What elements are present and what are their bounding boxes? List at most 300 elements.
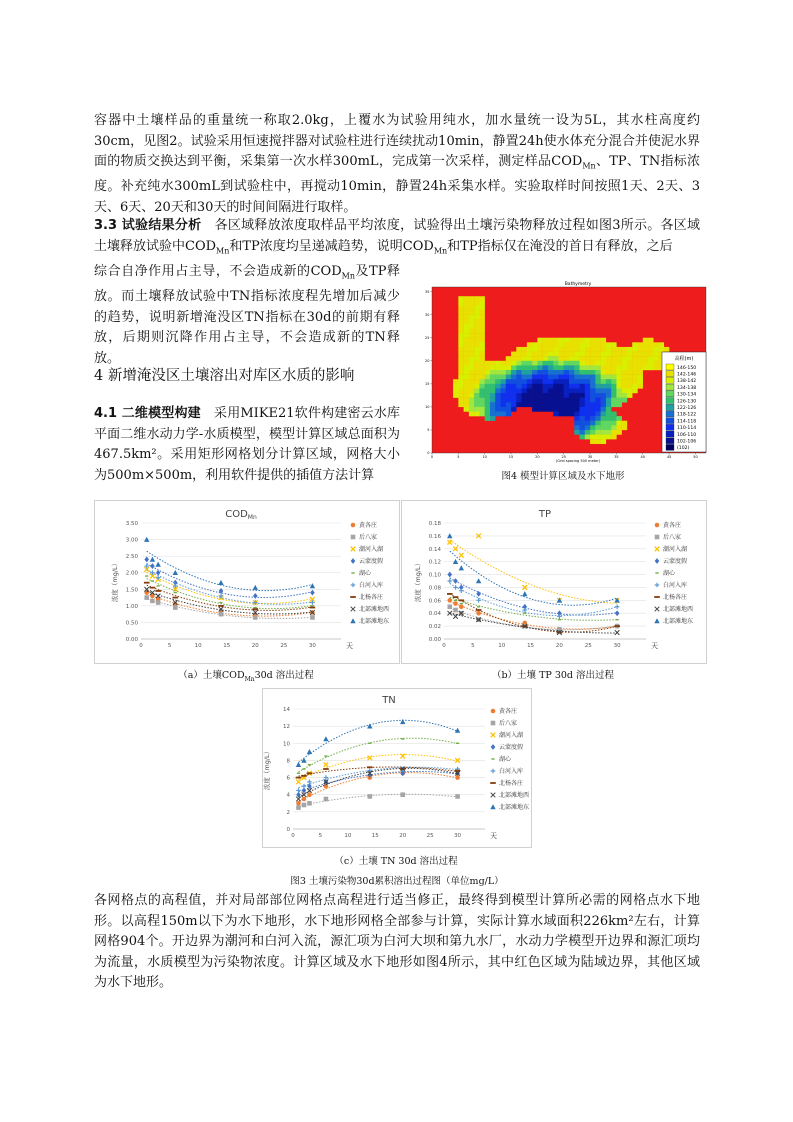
data-point	[301, 775, 307, 777]
data-point	[310, 615, 315, 620]
data-point	[655, 535, 660, 540]
legend-entry	[655, 581, 687, 589]
map-cell	[511, 375, 516, 380]
map-cell	[469, 333, 474, 338]
map-legend-swatch	[666, 424, 674, 430]
map-cell	[627, 365, 632, 370]
map-cell	[516, 393, 521, 398]
map-cell	[458, 310, 463, 315]
map-cell	[490, 412, 495, 417]
map-cell	[537, 388, 542, 393]
map-cell	[569, 370, 574, 375]
map-cell	[553, 398, 558, 403]
data-point	[455, 794, 460, 799]
map-cell	[622, 347, 627, 352]
map-cell	[553, 352, 558, 357]
data-point	[456, 743, 459, 744]
map-cell	[601, 379, 606, 384]
map-cell	[648, 356, 653, 361]
map-cell	[501, 384, 506, 389]
map-cell	[532, 393, 537, 398]
map-cell	[564, 356, 569, 361]
legend-entry	[350, 617, 389, 625]
map-cell	[537, 352, 542, 357]
map-cell	[464, 361, 469, 366]
map-cell	[616, 347, 621, 352]
x-tick-label: 5	[318, 833, 323, 839]
map-cell	[638, 375, 643, 380]
map-cell	[532, 398, 537, 403]
data-point	[253, 585, 258, 590]
data-point	[453, 596, 459, 598]
map-cell	[485, 402, 490, 407]
map-cell	[638, 370, 643, 375]
map-cell	[516, 384, 521, 389]
map-cell	[458, 347, 463, 352]
data-point	[252, 608, 258, 610]
map-cell	[664, 347, 669, 352]
map-cell	[479, 310, 484, 315]
data-point	[491, 744, 496, 750]
data-point	[307, 749, 312, 754]
map-cell	[574, 375, 579, 380]
data-point	[302, 784, 307, 789]
map-cell	[606, 407, 611, 412]
trend-line	[147, 573, 313, 604]
data-point	[655, 547, 660, 552]
map-cell	[479, 375, 484, 380]
map-cell	[601, 402, 606, 407]
map-cell	[474, 365, 479, 370]
map-cell	[485, 393, 490, 398]
map-cell	[601, 416, 606, 421]
map-cell	[506, 365, 511, 370]
map-cell	[458, 393, 463, 398]
map-cell	[564, 407, 569, 412]
data-point	[145, 575, 148, 576]
x-tick-label: 15	[223, 643, 231, 649]
map-legend-swatch	[666, 444, 674, 450]
map-cell	[564, 384, 569, 389]
map-cell	[574, 388, 579, 393]
map-cell	[474, 324, 479, 329]
map-cell	[516, 352, 521, 357]
map-cell	[580, 425, 585, 430]
map-cell	[511, 388, 516, 393]
map-cell	[611, 365, 616, 370]
map-cell	[543, 388, 548, 393]
map-cell	[548, 388, 553, 393]
map-cell	[458, 384, 463, 389]
map-cell	[558, 352, 563, 357]
map-legend-label: 114-118	[677, 419, 697, 425]
data-point	[400, 719, 405, 724]
data-point	[144, 595, 149, 600]
map-legend-swatch	[666, 371, 674, 377]
map-cell	[516, 356, 521, 361]
y-tick-label: 0.00	[428, 637, 441, 643]
map-cell	[558, 398, 563, 403]
map-cell	[574, 338, 579, 343]
map-cell	[479, 347, 484, 352]
map-cell	[516, 370, 521, 375]
data-point	[490, 804, 495, 809]
map-cell	[595, 416, 600, 421]
map-cell	[458, 296, 463, 301]
data-point	[307, 792, 312, 797]
map-cell	[458, 370, 463, 375]
map-cell	[606, 402, 611, 407]
map-legend-label: (102)	[677, 446, 690, 452]
map-cell	[464, 296, 469, 301]
data-point	[150, 587, 156, 589]
map-cell	[585, 407, 590, 412]
map-cell	[464, 365, 469, 370]
trend-line	[299, 794, 458, 806]
legend-entry	[655, 569, 676, 577]
data-point	[296, 762, 301, 767]
map-cell	[479, 384, 484, 389]
map-cell	[580, 435, 585, 440]
map-legend-label: 130-134	[677, 392, 697, 398]
map-cell	[553, 356, 558, 361]
map-cell	[458, 402, 463, 407]
map-cell	[458, 361, 463, 366]
map-cell	[469, 338, 474, 343]
series-2	[296, 792, 460, 809]
data-point	[614, 625, 620, 627]
map-cell	[580, 416, 585, 421]
map-legend-label: 106-110	[677, 432, 697, 438]
map-cell	[543, 365, 548, 370]
map-cell	[558, 402, 563, 407]
map-cell	[580, 393, 585, 398]
map-cell	[601, 398, 606, 403]
legend-label: 北部滩地东	[663, 618, 694, 626]
data-point	[447, 572, 452, 578]
map-cell	[490, 407, 495, 412]
map-cell	[543, 338, 548, 343]
data-point	[654, 618, 659, 623]
map-cell	[574, 379, 579, 384]
map-cell	[601, 338, 606, 343]
legend-label: 白河入库	[359, 582, 384, 590]
map-cell	[585, 425, 590, 430]
map-cell	[595, 356, 600, 361]
map-cell	[616, 416, 621, 421]
map-cell	[648, 347, 653, 352]
map-cell	[479, 365, 484, 370]
map-cell	[585, 435, 590, 440]
map-legend-swatch	[666, 418, 674, 424]
bathymetry-map	[418, 278, 708, 464]
map-cell	[537, 379, 542, 384]
map-cell	[564, 402, 569, 407]
map-cell	[495, 393, 500, 398]
map-cell	[495, 412, 500, 417]
map-cell	[532, 342, 537, 347]
data-point	[150, 599, 155, 604]
map-cell	[464, 315, 469, 320]
map-legend-label: 102-106	[677, 439, 697, 445]
map-cell	[590, 398, 595, 403]
map-cell	[569, 388, 574, 393]
map-cell	[606, 425, 611, 430]
y-tick-label: 2	[286, 809, 290, 816]
y-tick-label: 2.50	[125, 554, 138, 561]
map-legend-swatch	[666, 411, 674, 417]
map-cell	[501, 388, 506, 393]
map-cell	[522, 347, 527, 352]
map-cell	[474, 310, 479, 315]
legend-label: 黄各庄	[499, 708, 518, 716]
paragraph-1: 容器中土壤样品的重量统一称取2.0kg，上覆水为试验用纯水，加水量统一设为5L，其水柱高度约30cm，见图2。试验采用恒速搅拌器对试验柱进行连续扰动10min，静置24h使水体充分混合并使泥水界面的物质交换达到平衡，采集第一次水样300mL，完成第一次采样，测定样品$COD_{Mn}$、TP、TN指标浓度。补充纯水300mL到试验柱中，再搅动10min，静置24h采集水样。实验取样时间按照1天、2天、3天、6天、20天和30天的时间间隔进行取样。	[94, 113, 700, 215]
map-xtick-label: 10	[482, 455, 487, 459]
map-cell	[464, 379, 469, 384]
legend-entry	[655, 545, 687, 553]
y-tick-label: 0.08	[428, 585, 441, 592]
map-cell	[601, 439, 606, 444]
map-cell	[532, 402, 537, 407]
map-ytick-label: 30	[425, 312, 430, 317]
map-cell	[543, 356, 548, 361]
map-cell	[564, 398, 569, 403]
data-point	[253, 615, 258, 620]
data-point	[447, 598, 452, 603]
data-point	[655, 583, 660, 588]
map-legend-label: 118-122	[677, 412, 697, 418]
map-cell	[485, 370, 490, 375]
series-7	[296, 766, 461, 778]
map-cell	[537, 393, 542, 398]
map-cell	[558, 379, 563, 384]
data-point	[491, 769, 496, 774]
map-cell	[611, 402, 616, 407]
map-cell	[532, 388, 537, 393]
map-legend-swatch	[666, 364, 674, 370]
map-cell	[632, 352, 637, 357]
legend-entry	[351, 533, 377, 541]
map-cell	[574, 352, 579, 357]
map-cell	[464, 402, 469, 407]
map-cell	[458, 388, 463, 393]
data-point	[155, 562, 160, 567]
chart-b-caption: （b）土壤 TP 30d 溶出过程	[491, 670, 615, 681]
map-cell	[474, 388, 479, 393]
map-cell	[479, 379, 484, 384]
map-cell	[479, 393, 484, 398]
map-cell	[585, 352, 590, 357]
map-cell	[616, 365, 621, 370]
map-cell	[548, 398, 553, 403]
map-cell	[616, 384, 621, 389]
data-point	[522, 591, 527, 596]
map-cell	[458, 315, 463, 320]
map-xtick-label: 15	[508, 455, 514, 459]
map-cell	[595, 398, 600, 403]
map-cell	[553, 370, 558, 375]
data-point	[477, 606, 480, 607]
map-xtick-label: 50	[693, 455, 698, 459]
map-cell	[606, 370, 611, 375]
map-cell	[506, 398, 511, 403]
data-point	[400, 792, 405, 797]
data-point	[351, 583, 356, 588]
map-cell	[548, 338, 553, 343]
map-cell	[474, 361, 479, 366]
legend-entry	[655, 605, 693, 613]
map-cell	[606, 375, 611, 380]
data-point	[351, 523, 356, 528]
map-cell	[516, 398, 521, 403]
map-cell	[585, 430, 590, 435]
chart-c-svg	[263, 689, 531, 847]
map-cell	[527, 352, 532, 357]
map-cell	[574, 412, 579, 417]
map-cell	[574, 421, 579, 426]
map-cell	[469, 310, 474, 315]
data-point	[447, 579, 452, 584]
map-cell	[601, 342, 606, 347]
legend-entry	[351, 581, 383, 589]
map-cell	[474, 370, 479, 375]
legend-entry	[351, 557, 383, 565]
map-cell	[580, 370, 585, 375]
map-cell	[601, 425, 606, 430]
map-cell	[569, 365, 574, 370]
legend-label: 北杨各庄	[359, 594, 384, 602]
map-cell	[590, 365, 595, 370]
trend-line	[147, 599, 313, 619]
trend-line	[147, 591, 313, 614]
x-tick-label: 20	[399, 833, 407, 839]
data-point	[453, 608, 458, 613]
map-cell	[474, 384, 479, 389]
data-point	[253, 593, 258, 599]
map-cell	[611, 416, 616, 421]
map-cell	[522, 379, 527, 384]
map-cell	[606, 430, 611, 435]
data-point	[150, 557, 155, 562]
map-cell	[469, 315, 474, 320]
legend-entry	[491, 707, 517, 715]
map-cell	[606, 388, 611, 393]
data-point	[476, 578, 481, 583]
legend-label: 后八家	[359, 534, 378, 542]
data-point	[459, 599, 465, 601]
map-cell	[474, 347, 479, 352]
x-unit-label: 天	[651, 642, 658, 650]
map-cell	[595, 421, 600, 426]
map-cell	[569, 384, 574, 389]
chart-c-tn	[262, 688, 532, 848]
map-cell	[590, 352, 595, 357]
map-cell	[580, 430, 585, 435]
map-cell	[606, 398, 611, 403]
map-cell	[574, 407, 579, 412]
map-cell	[622, 393, 627, 398]
map-cell	[564, 375, 569, 380]
data-point	[490, 782, 496, 784]
map-cell	[474, 379, 479, 384]
map-cell	[464, 324, 469, 329]
map-cell	[490, 416, 495, 421]
section-3-3-heading: 3.3 试验结果分析	[94, 218, 202, 233]
map-cell	[464, 356, 469, 361]
map-cell	[643, 347, 648, 352]
map-cell	[495, 398, 500, 403]
data-point	[296, 805, 301, 810]
x-tick-label: 0	[442, 643, 446, 649]
map-cell	[474, 407, 479, 412]
map-cell	[464, 398, 469, 403]
map-cell	[522, 356, 527, 361]
map-legend-label: 138-142	[677, 379, 697, 385]
map-cell	[595, 407, 600, 412]
map-cell	[585, 365, 590, 370]
data-point	[311, 605, 314, 606]
map-cell	[485, 379, 490, 384]
map-cell	[585, 361, 590, 366]
map-cell	[569, 412, 574, 417]
map-cell	[458, 305, 463, 310]
data-point	[156, 570, 161, 576]
map-cell	[564, 365, 569, 370]
map-cell	[469, 402, 474, 407]
data-point	[453, 585, 458, 590]
map-cell	[537, 398, 542, 403]
series-6	[447, 579, 619, 619]
map-cell	[458, 375, 463, 380]
map-cell	[506, 384, 511, 389]
map-cell	[469, 370, 474, 375]
data-point	[401, 738, 404, 739]
legend-label: 白河入库	[663, 582, 688, 590]
legend-entry	[351, 605, 389, 613]
data-point	[144, 557, 149, 563]
map-cell	[585, 416, 590, 421]
map-cell	[616, 393, 621, 398]
legend-entry	[491, 767, 523, 775]
map-cell	[474, 338, 479, 343]
map-cell	[479, 398, 484, 403]
map-cell	[537, 402, 542, 407]
y-tick-label: 0.06	[428, 598, 441, 605]
map-cell	[611, 435, 616, 440]
map-cell	[464, 370, 469, 375]
map-cell	[601, 412, 606, 417]
data-point	[654, 596, 660, 598]
map-cell	[469, 301, 474, 306]
data-point	[616, 619, 619, 620]
map-cell	[543, 402, 548, 407]
data-point	[351, 535, 356, 540]
map-cell	[574, 365, 579, 370]
data-point	[218, 580, 223, 585]
data-point	[173, 605, 178, 610]
map-cell	[574, 416, 579, 421]
map-xtick-label: 45	[666, 455, 672, 459]
map-legend-label: 122-126	[677, 406, 697, 411]
map-cell	[474, 333, 479, 338]
x-unit-label: 天	[490, 832, 497, 840]
map-cell	[569, 352, 574, 357]
map-cell	[580, 365, 585, 370]
map-cell	[616, 421, 621, 426]
data-point	[615, 630, 620, 635]
x-tick-label: 25	[426, 833, 434, 839]
map-cell	[506, 361, 511, 366]
